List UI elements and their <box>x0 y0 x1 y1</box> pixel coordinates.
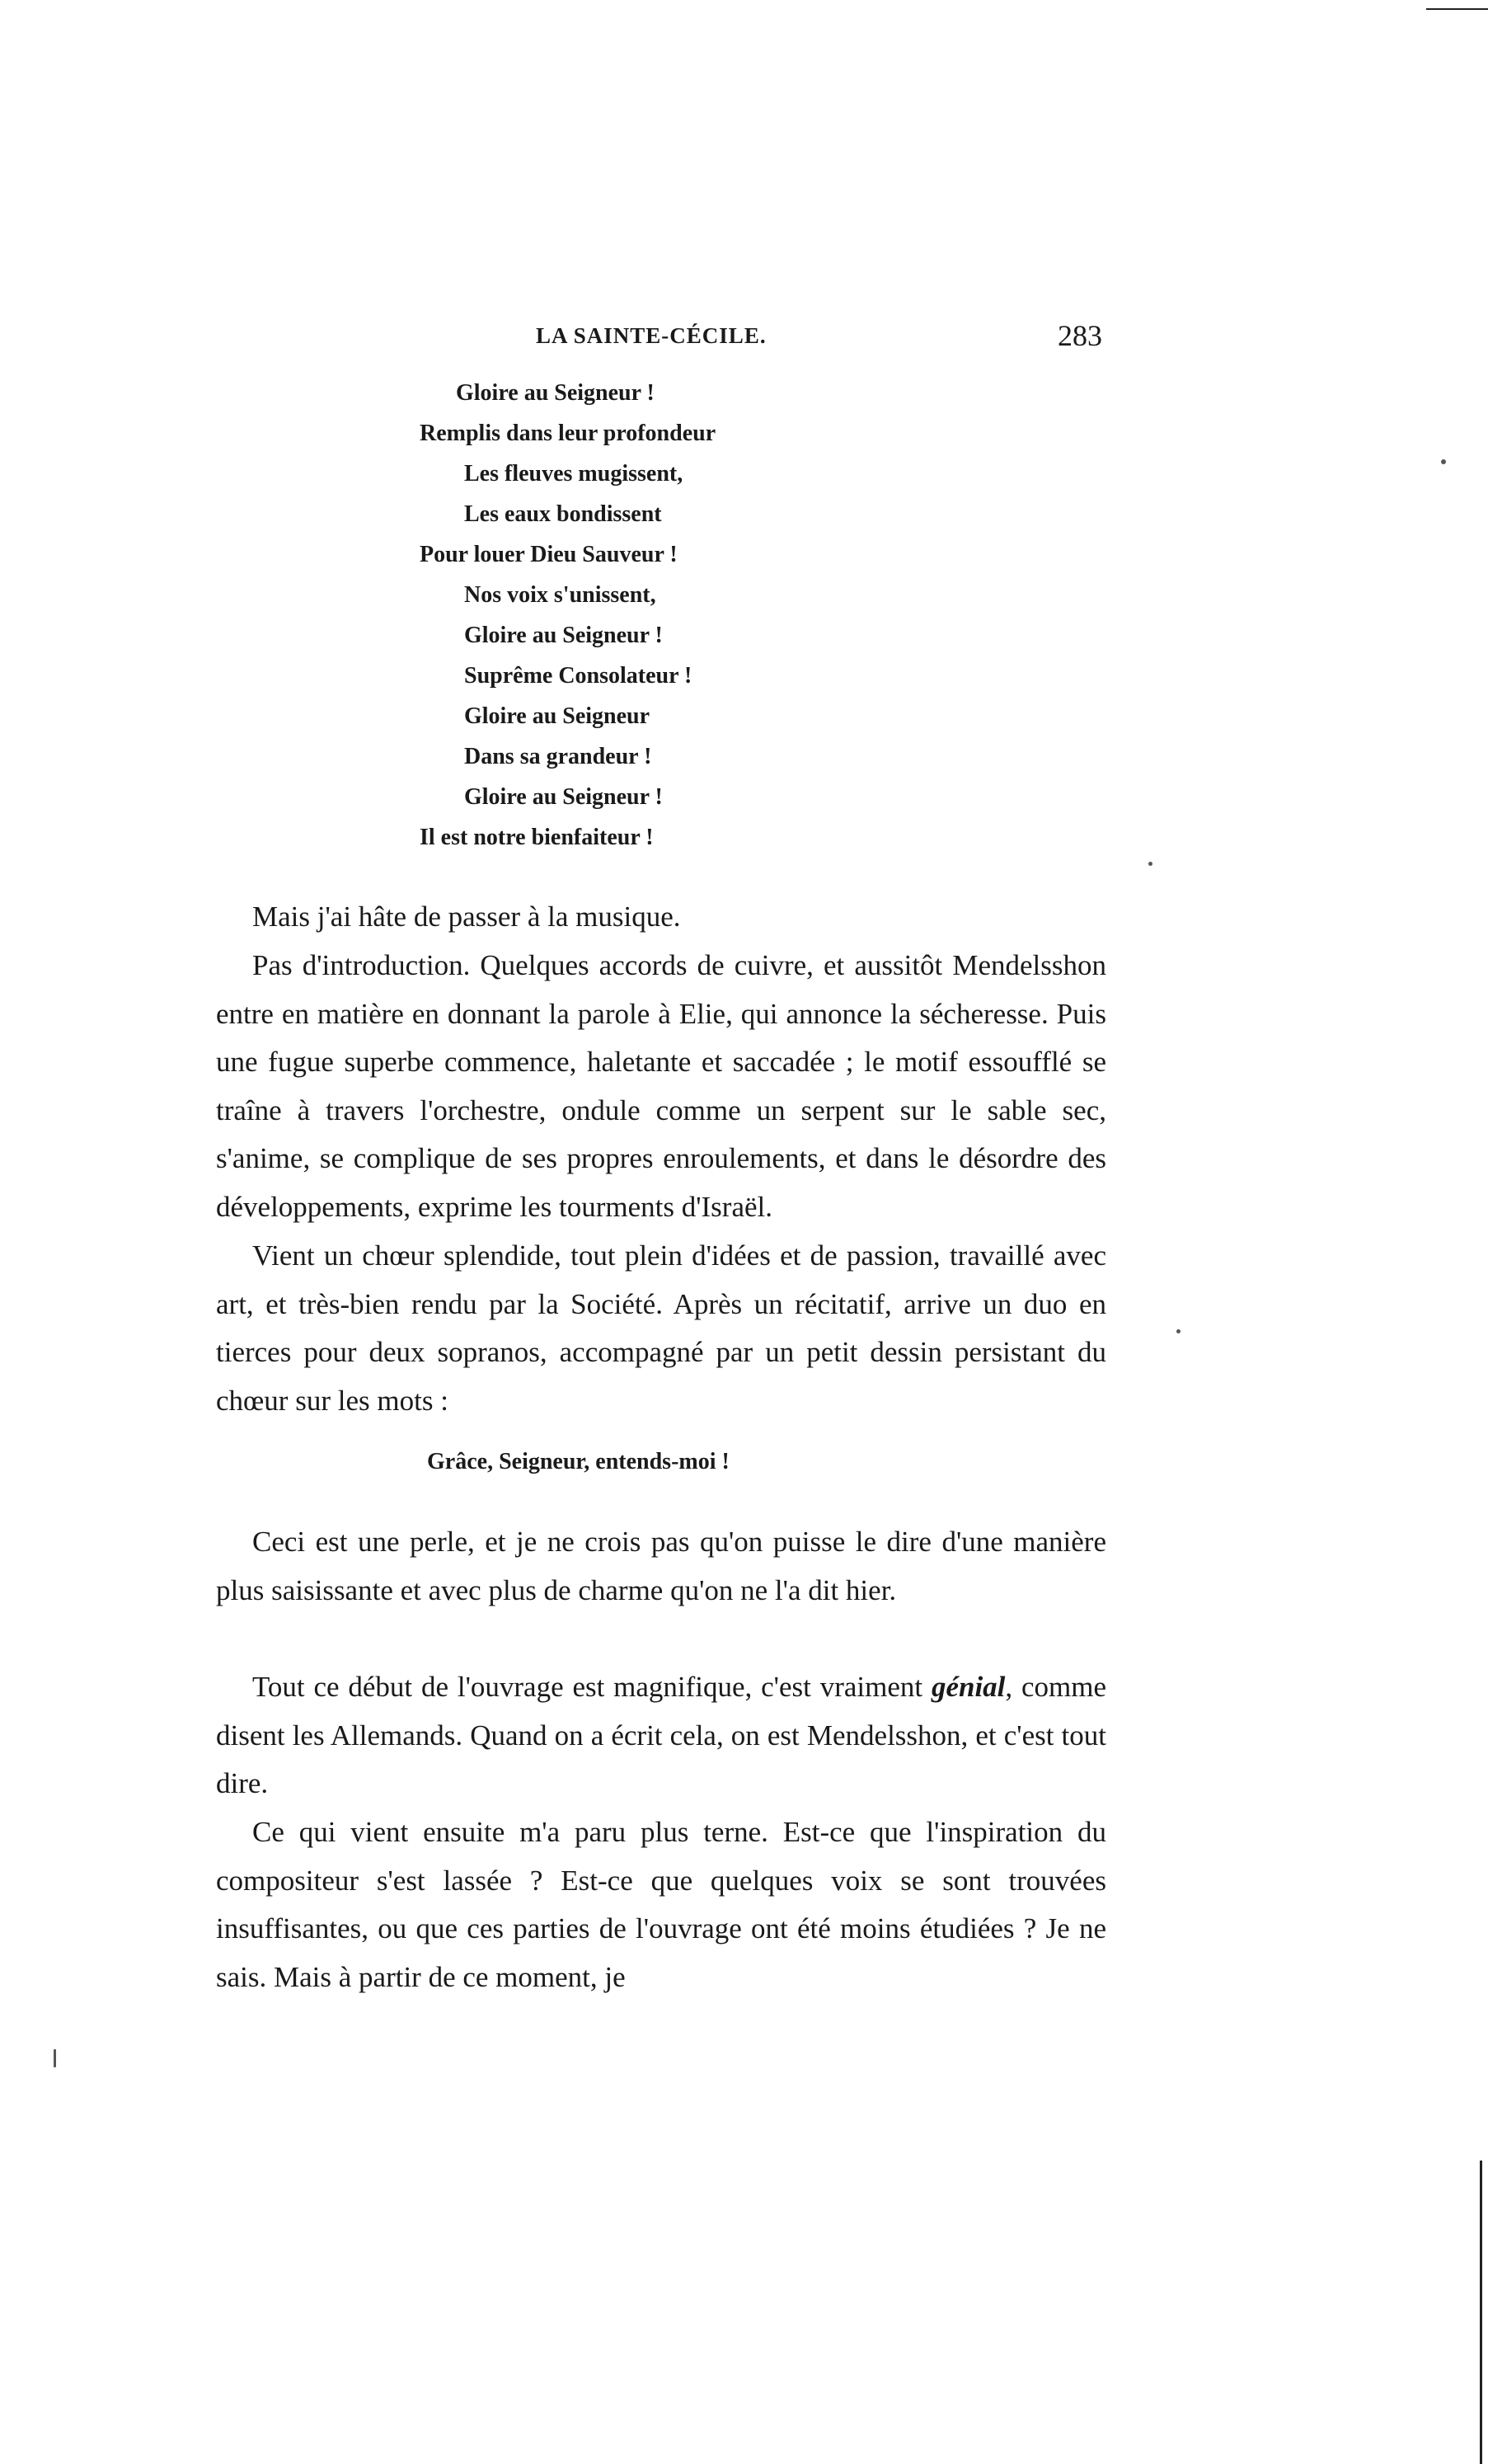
poem-line: Dans sa grandeur ! <box>464 744 652 769</box>
page-edge-line <box>1426 8 1488 10</box>
paragraph: Mais j'ai hâte de passer à la musique. <box>252 900 681 933</box>
page-edge-line <box>1480 2161 1482 2464</box>
scan-speck <box>1441 459 1446 464</box>
paragraph-text: Tout ce début de l'ouvrage est magnifique, c'est vraiment <box>252 1671 932 1703</box>
paragraph <box>216 1663 1106 1808</box>
emphasis-word: génial <box>931 1671 1006 1703</box>
poem-line: Gloire au Seigneur ! <box>464 623 663 648</box>
poem-line: Les fleuves mugissent, <box>464 461 683 487</box>
poem-line: Gloire au Seigneur <box>464 703 650 729</box>
paragraph: Pas d'introduction. Quelques accords de cuivre, et aussitôt Mendelsshon entre en matière en donnant la parole à Elie, qui annonce la sécheresse. Puis une fugue superbe commence, haletante et saccadée ; le motif essoufflé se traîne à travers l'orchestre, ondule comme un serpent sur le sable sec, s'anime, se complique de ses propres enroulements, et dans le désordre des développements, exprime les tourments d'Israël. <box>216 949 1106 1223</box>
poem-line: Gloire au Seigneur ! <box>456 380 655 406</box>
poem-line: Pour louer Dieu Sauveur ! <box>420 542 678 567</box>
poem-line: Remplis dans leur profondeur <box>420 421 716 446</box>
scan-speck <box>54 2049 56 2067</box>
paragraph: Vient un chœur splendide, tout plein d'idées et de passion, travaillé avec art, et très-bien rendu par la Société. Après un récitatif, arrive un duo en tierces pour deux sopranos, accompagné par un petit dessin persistant du chœur sur les mots : <box>216 1239 1106 1417</box>
scan-speck <box>1176 1329 1181 1333</box>
paragraph-text: , comme disent les Allemands. Quand on a écrit cela, on est Mendelsshon, et c'est tout dire. <box>216 1671 1106 1799</box>
poem-line: Gloire au Seigneur ! <box>464 784 663 810</box>
paragraph: Ceci est une perle, et je ne crois pas qu'on puisse le dire d'une manière plus saisissante et avec plus de charme qu'on ne l'a dit hier. <box>216 1526 1106 1606</box>
quoted-verse: Grâce, Seigneur, entends-moi ! <box>427 1449 730 1474</box>
poem-line: Suprême Consolateur ! <box>464 663 692 689</box>
poem-line: Nos voix s'unissent, <box>464 582 656 608</box>
scan-speck <box>1148 862 1152 866</box>
running-title: LA SAINTE-CÉCILE. <box>536 323 767 348</box>
page-number: 283 <box>1058 319 1102 352</box>
poem-line: Les eaux bondissent <box>464 501 662 527</box>
paragraph: Ce qui vient ensuite m'a paru plus terne. Est-ce que l'inspiration du compositeur s'est lassée ? Est-ce que quelques voix se sont trouvées insuffisantes, ou que ces parties de l'ouvrage ont été moins étudiées ? Je ne sais. Mais à partir de ce moment, je <box>216 1816 1106 1993</box>
poem-line: Il est notre bienfaiteur ! <box>420 825 654 850</box>
